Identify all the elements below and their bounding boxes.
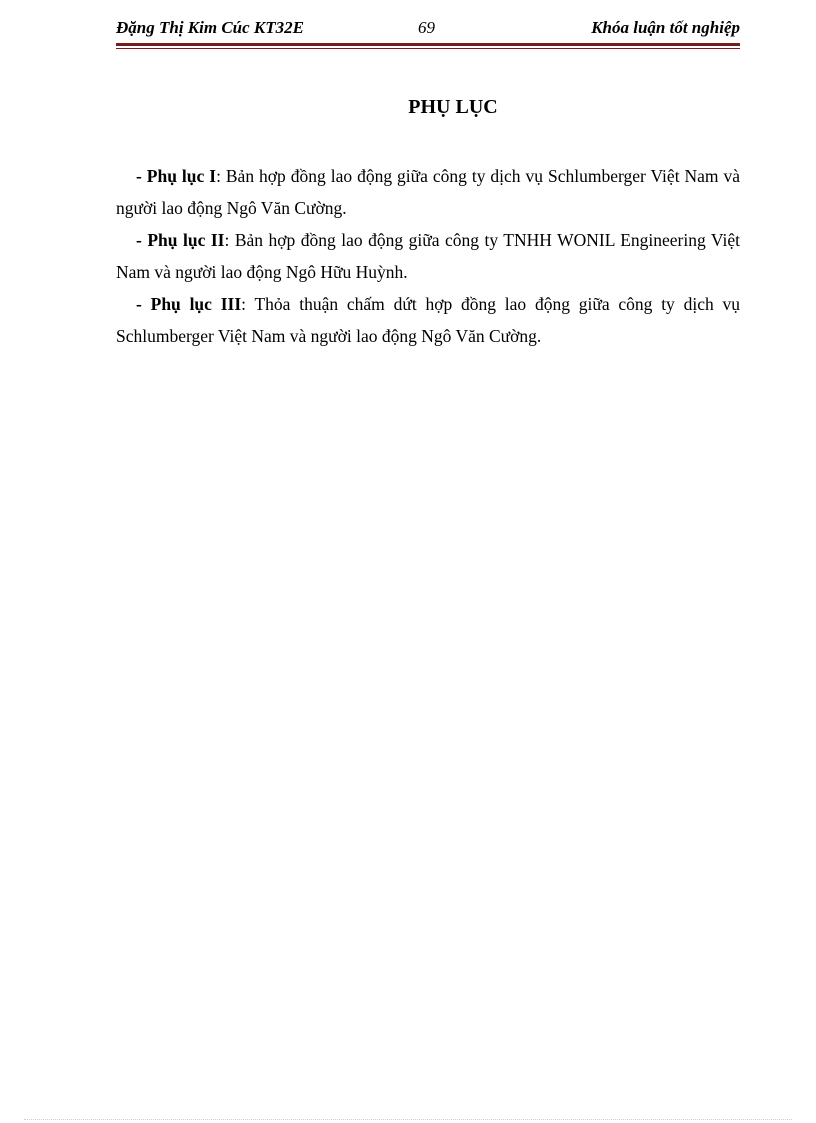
header-doc-type: Khóa luận tốt nghiệp	[591, 18, 740, 37]
appendix-item-text: : Bản hợp đồng lao động giữa công ty TNHH WONIL Engineering Việt Nam và người lao động Ngô Hữu Huỳnh.	[116, 230, 741, 282]
appendix-item-2	[116, 224, 740, 288]
header-page-number: 69	[418, 18, 435, 37]
appendix-item-prefix: -	[136, 166, 147, 186]
page-bottom-divider	[24, 1119, 792, 1120]
header-rule-thick	[116, 43, 740, 46]
page-header	[116, 18, 740, 44]
appendix-item-text: : Bản hợp đồng lao động giữa công ty dịch vụ Schlumberger Việt Nam và người lao động Ngô Văn Cường.	[116, 166, 741, 218]
header-rule-thin	[116, 48, 740, 49]
page-title: PHỤ LỤC	[408, 96, 498, 118]
appendix-item-1	[116, 160, 740, 224]
appendix-item-text: : Thỏa thuận chấm dứt hợp đồng lao động giữa công ty dịch vụ Schlumberger Việt Nam và người lao động Ngô Văn Cường.	[116, 294, 741, 346]
appendix-item-prefix: -	[136, 230, 148, 250]
appendix-item-3	[116, 288, 740, 352]
appendix-item-label: Phụ lục II	[147, 230, 225, 250]
header-author: Đặng Thị Kim Cúc KT32E	[116, 18, 304, 37]
appendix-item-prefix: -	[136, 294, 151, 314]
appendix-list	[116, 160, 740, 352]
appendix-item-label: Phụ lục III	[150, 294, 242, 314]
appendix-item-label: Phụ lục I	[146, 166, 217, 186]
